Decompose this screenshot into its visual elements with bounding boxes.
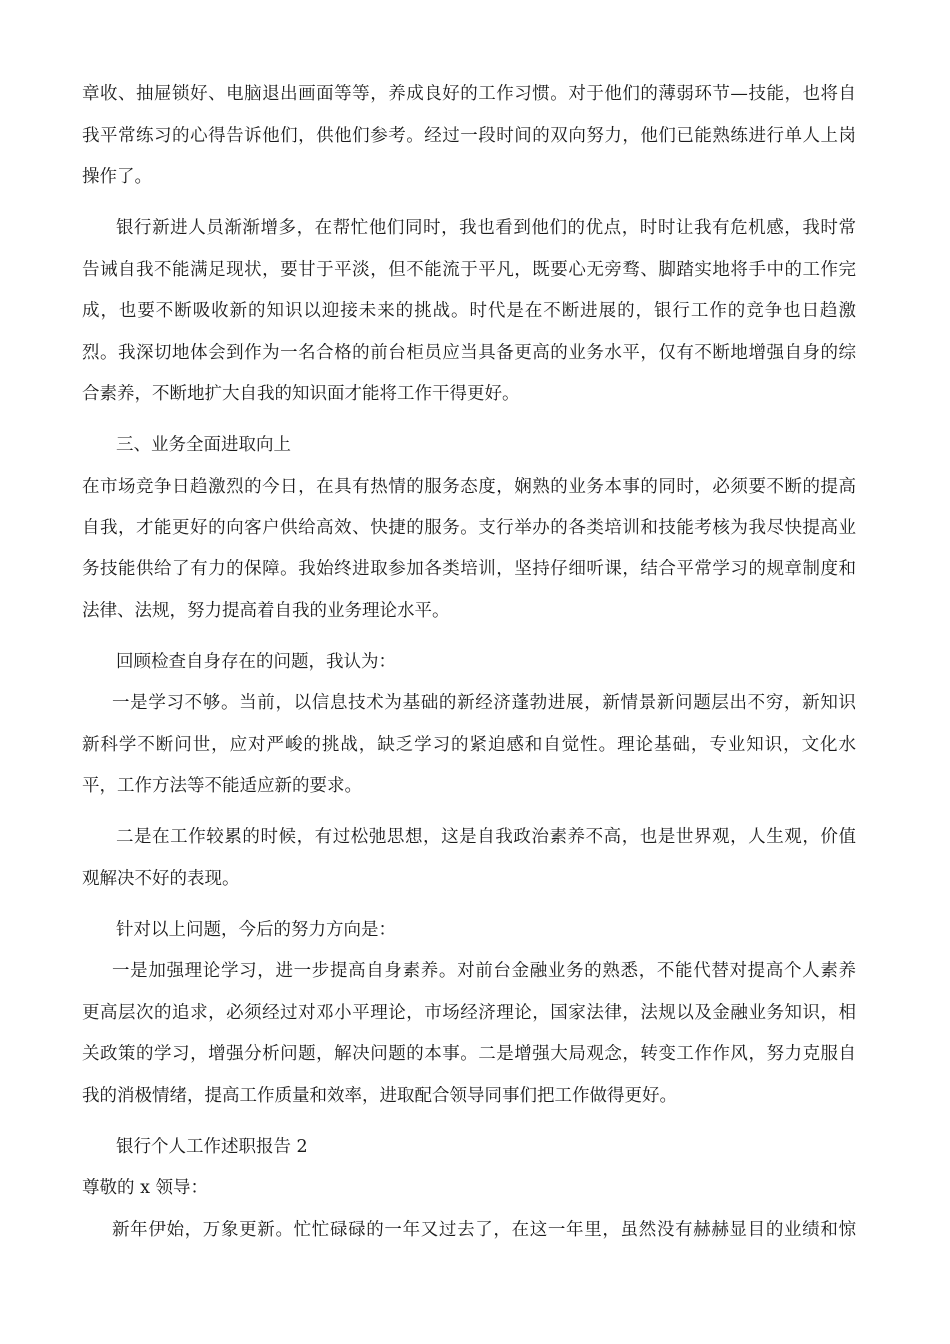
text-line: 我平常练习的心得告诉他们，供他们参考。经过一段时间的双向努力，他们已能熟练进行单人上岗: [82, 126, 856, 146]
text-line: 新科学不断问世，应对严峻的挑战，缺乏学习的紧迫感和自觉性。理论基础，专业知识，文化水: [82, 735, 856, 755]
text-line: 一是学习不够。当前，以信息技术为基础的新经济蓬勃进展，新情景新问题层出不穷，新知识: [112, 693, 856, 713]
text-line: 在市场竞争日趋激烈的今日，在具有热情的服务态度，娴熟的业务本事的同时，必须要不断的提高: [82, 477, 856, 497]
section-heading: 三、业务全面进取向上: [116, 435, 291, 455]
text-line: 银行新进人员渐渐增多，在帮忙他们同时，我也看到他们的优点，时时让我有危机感，我时常: [116, 218, 856, 238]
text-line: 平，工作方法等不能适应新的要求。: [82, 776, 362, 796]
text-line: 一是加强理论学习，进一步提高自身素养。对前台金融业务的熟悉，不能代替对提高个人素养: [112, 961, 856, 981]
text-line: 合素养，不断地扩大自我的知识面才能将工作干得更好。: [82, 384, 520, 404]
text-line: 关政策的学习，增强分析问题，解决问题的本事。二是增强大局观念，转变工作作风，努力克服自: [82, 1044, 856, 1064]
text-line: 回顾检查自身存在的问题，我认为：: [116, 652, 396, 672]
salutation: 尊敬的 x 领导：: [82, 1178, 208, 1198]
text-line: 新年伊始，万象更新。忙忙碌碌的一年又过去了，在这一年里，虽然没有赫赫显目的业绩和惊: [112, 1220, 856, 1240]
text-line: 成，也要不断吸收新的知识以迎接未来的挑战。时代是在不断进展的，银行工作的竞争也日趋激: [82, 301, 856, 321]
text-line: 二是在工作较累的时候，有过松弛思想，这是自我政治素养不高，也是世界观，人生观，价值: [116, 827, 856, 847]
text-line: 操作了。: [82, 167, 152, 187]
text-line: 告诫自我不能满足现状，要甘于平淡，但不能流于平凡，既要心无旁骛、脚踏实地将手中的工作完: [82, 260, 856, 280]
text-line: 章收、抽屉锁好、电脑退出画面等等，养成良好的工作习惯。对于他们的薄弱环节—技能，也将自: [82, 84, 856, 104]
text-line: 自我，才能更好的向客户供给高效、快捷的服务。支行举办的各类培训和技能考核为我尽快提高业: [82, 518, 856, 538]
text-line: 更高层次的追求，必须经过对邓小平理论，市场经济理论，国家法律，法规以及金融业务知识，相: [82, 1003, 856, 1023]
text-line: 烈。我深切地体会到作为一名合格的前台柜员应当具备更高的业务水平，仅有不断地增强自身的综: [82, 343, 856, 363]
text-line: 我的消极情绪，提高工作质量和效率，进取配合领导同事们把工作做得更好。: [82, 1086, 677, 1106]
text-line: 针对以上问题，今后的努力方向是：: [116, 920, 396, 940]
text-line: 法律、法规，努力提高着自我的业务理论水平。: [82, 601, 450, 621]
text-line: 观解决不好的表现。: [82, 869, 240, 889]
text-line: 务技能供给了有力的保障。我始终进取参加各类培训，坚持仔细听课，结合平常学习的规章制度和: [82, 559, 856, 579]
report-title: 银行个人工作述职报告 2: [116, 1137, 308, 1157]
